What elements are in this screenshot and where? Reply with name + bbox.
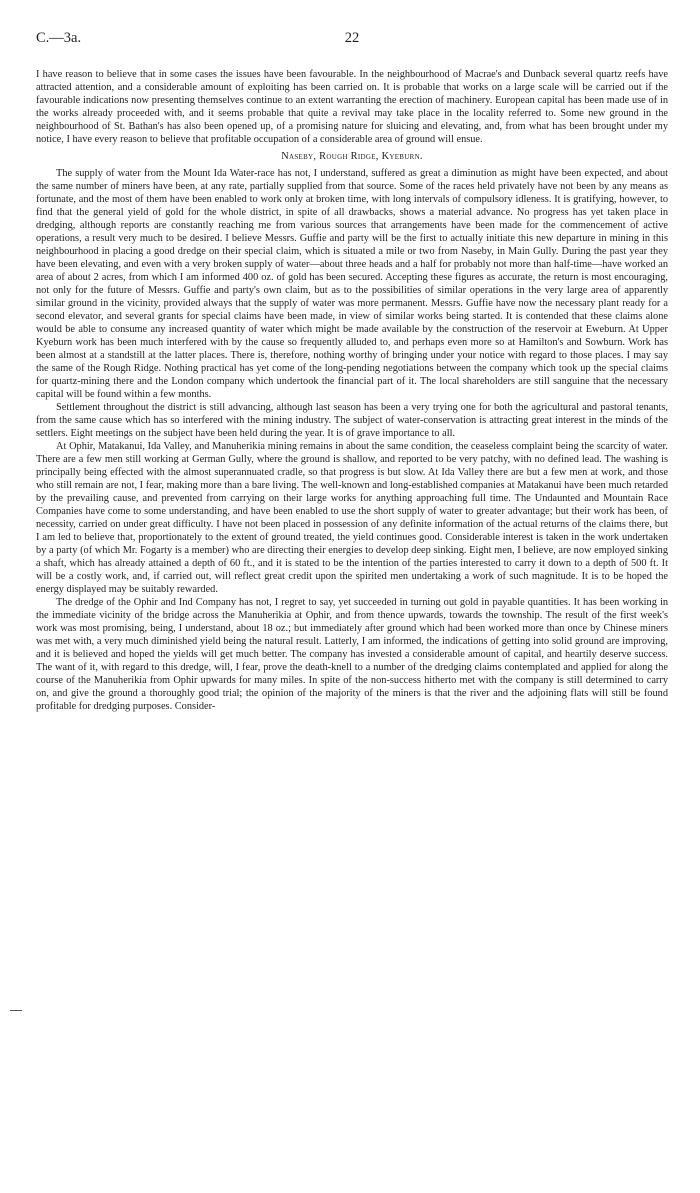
document-page — [36, 30, 668, 713]
document-reference: C.—3a. — [36, 30, 82, 46]
page-header — [36, 30, 668, 54]
paragraph-water-supply: The supply of water from the Mount Ida Water-race has not, I understand, suffered as great a diminution as might have been expected, and about the same number of miners have been, at any rate, partially supplied from that source. Some of the races held privately have not been by any means as fortunate, and the most of them have been enabled to work only at broken time, with long intervals of compulsory idleness. It is gratifying, however, to find that the general yield of gold for the whole district, in spite of all drawbacks, shows a material advance. No progress has yet taken place in dredging, although reports are constantly reaching me from various sources that arrangements have been made for the commencement of active operations, a result very much to be desired. I believe Messrs. Guffie and party will be the first to actually initiate this new departure in mining in this neighbourhood in placing a good dredge on their special claim, which is situated a mile or two from Naseby, in Main Gully. During the past year they have been elevating, and even with a very broken supply of water—about three heads and a half for probably not more than half-time—have worked an area of about 2 acres, from which I am informed 400 oz. of gold has been secured. Accepting these figures as accurate, the return is most encouraging, not only for the future of Messrs. Guffie and party's own claim, but as to the possibilities of similar operations in the very large area of apparently similar ground in the vicinity, provided always that the supply of water was more permanent. Messrs. Guffie have now the necessary plant ready for a second elevator, and several grants for special claims have been made, in view of similar works being started. It is contended that these claims alone would be able to consume any increased quantity of water which might be made available by the construction of the reservoir at Eweburn. At Upper Kyeburn work has been much interfered with by the cause so frequently alluded to, and perhaps even more so at Hamilton's and Sowburn. Work has been almost at a standstill at the latter places. There is, therefore, nothing worthy of bringing under your notice with regard to those places. I may say the same of the Rough Ridge. Nothing practical has yet come of the long-pending negotiations between the company which took up the special claims for quartz-mining there and the London company which undertook the financial part of it. The local shareholders are still sanguine that the necessary capital will be found within a few months. — [36, 168, 668, 400]
margin-mark — [10, 1010, 22, 1011]
page-number: 22 — [344, 30, 360, 46]
paragraph-settlement: Settlement throughout the district is still advancing, although last season has been a very trying one for both the agricultural and pastoral tenants, from the same cause which has so interfered with the mining industry. The subject of water-conservation is attracting great interest in the minds of the settlers. Eight meetings on the subject have been held during the year. It is of grave importance to all. — [36, 402, 668, 439]
paragraph-intro: I have reason to believe that in some cases the issues have been favourable. In the neighbourhood of Macrae's and Dunback several quartz reefs have attracted attention, and a considerable amount of exploiting has been carried on. It is probable that works on a large scale will be carried out if the favourable indications now presenting themselves continue to an extent warranting the erection of machinery. European capital has been made use of in the works already proceeded with, and it seems probable that quite a revival may take place in the locality referred to. Some new ground in the neighbourhood of St. Bathan's has also been opened up, of a promising nature for sluicing and elevating, and, from what has been brought under my notice, I have every reason to believe that profitable occupation of a considerable area of ground will ensue. — [36, 69, 668, 145]
section-heading: Naseby, Rough Ridge, Kyeburn. — [281, 151, 423, 162]
body-text — [36, 68, 668, 713]
paragraph-ophir: At Ophir, Matakanui, Ida Valley, and Manuherikia mining remains in about the same condition, the ceaseless complaint being the scarcity of water. There are a few men still working at German Gully, where the ground is shallow, and reported to be very patchy, with no defined lead. The washing is principally being effected with the almost superannuated cradle, so that progress is but slow. At Ida Valley there are but a few men at work, and those who still remain are not, I fear, making more than a bare living. The well-known and long-established companies at Matakanui have been much retarded by the prevailing cause, and prevented from carrying on their large works for anything approaching full time. The Undaunted and Mountain Race Companies have come to some understanding, and have been enabled to use the short supply of water to greater advantage; but their work has been, of necessity, carried on under great difficulty. I have not been placed in possession of any definite information of the actual returns of the claims there, but I am led to believe that, proportionately to the extent of ground treated, the yield continues good. Considerable interest is taken in the work undertaken by a party (of which Mr. Fogarty is a member) who are directing their energies to develop deep sinking. Eight men, I believe, are now employed sinking a shaft, which has already attained a depth of 60 ft., and it is stated to be the intention of the parties interested to carry it down to a depth of 500 ft. It will be a costly work, and, if carried out, will reflect great credit upon the spirited men undertaking a work of such magnitude. It is to be hoped the energy displayed may be suitably rewarded. — [36, 441, 668, 595]
paragraph-dredge: The dredge of the Ophir and Ind Company has not, I regret to say, yet succeeded in turning out gold in payable quantities. It has been working in the immediate vicinity of the bridge across the Manuherikia at Ophir, and from thence upwards, towards the township. The result of the first week's work was most promising, being, I understand, about 18 oz.; but immediately after ground which had been worked more than once by Chinese miners was met with, a very much diminished yield being the natural result. Latterly, I am informed, the indications of getting into solid ground are improving, and it is believed and hoped the yields will get much better. The company has invested a considerable amount of capital, and heartily deserve success. The want of it, with regard to this dredge, will, I fear, prove the death-knell to a number of the dredging claims contemplated and applied for along the course of the Manuherikia from Ophir upwards for many miles. In spite of the non-success hitherto met with the company is still determined to carry on, and give the ground a thoroughly good trial; the opinion of the majority of the miners is that the river and the adjoining flats will still be found profitable for dredging purposes. Consider- — [36, 597, 668, 712]
